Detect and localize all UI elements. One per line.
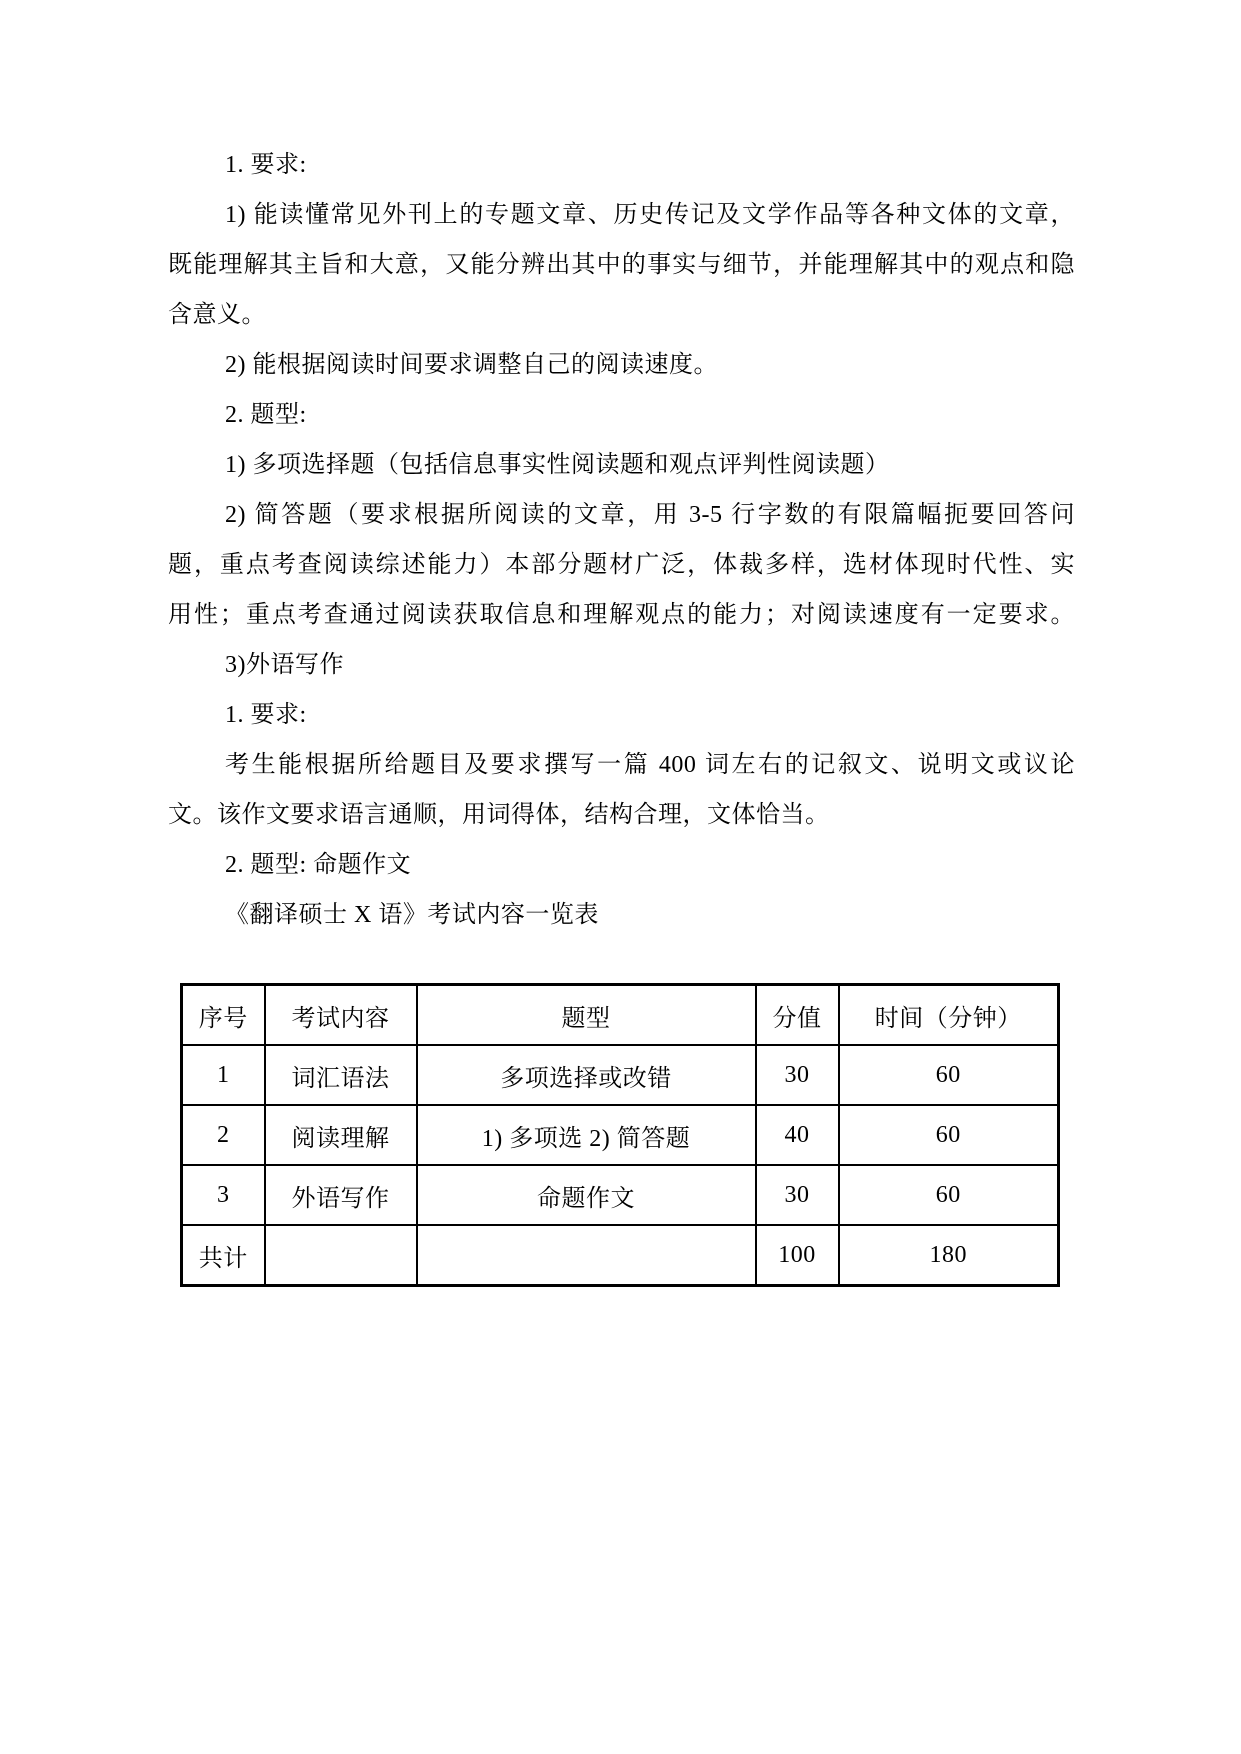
table-total-row: [182, 1225, 1059, 1286]
text-line: 既能理解其主旨和大意，又能分辨出其中的事实与细节，并能理解其中的观点和隐: [168, 252, 1075, 278]
table-header-cell: 序号: [182, 985, 265, 1046]
table-cell: [265, 1225, 417, 1286]
exam-content-table: [180, 983, 1060, 1287]
table-title: 《翻译硕士 X 语》考试内容一览表: [225, 902, 599, 928]
text-line: 2. 题型:: [225, 402, 307, 428]
table-cell: 1) 多项选 2) 简答题: [417, 1105, 756, 1165]
text-line: 考生能根据所给题目及要求撰写一篇 400 词左右的记叙文、说明文或议论: [225, 752, 1075, 778]
table-cell: [417, 1225, 756, 1286]
body-text: [168, 140, 1075, 940]
table-row: [182, 1165, 1059, 1225]
text-line: 1) 多项选择题（包括信息事实性阅读题和观点评判性阅读题）: [225, 452, 890, 478]
table-cell: 60: [839, 1105, 1059, 1165]
table-cell: 40: [756, 1105, 839, 1165]
table-cell: 词汇语法: [265, 1045, 417, 1105]
text-line: 1. 要求:: [225, 702, 307, 728]
text-line: 3)外语写作: [225, 652, 344, 678]
table-cell: 30: [756, 1045, 839, 1105]
table-cell: 2: [182, 1105, 265, 1165]
text-line: 2. 题型: 命题作文: [225, 852, 412, 878]
text-line: 含意义。: [168, 302, 266, 328]
table-cell: 多项选择或改错: [417, 1045, 756, 1105]
table-header-cell: 时间（分钟）: [839, 985, 1059, 1046]
table-header-cell: 题型: [417, 985, 756, 1046]
table-header-cell: 分值: [756, 985, 839, 1046]
table-row: [182, 1045, 1059, 1105]
table-header-cell: 考试内容: [265, 985, 417, 1046]
table-cell: 命题作文: [417, 1165, 756, 1225]
table-cell: 阅读理解: [265, 1105, 417, 1165]
table-header-row: [182, 985, 1059, 1046]
table-row: [182, 1105, 1059, 1165]
text-line: 1) 能读懂常见外刊上的专题文章、历史传记及文学作品等各种文体的文章，: [225, 202, 1075, 228]
table-cell: 60: [839, 1045, 1059, 1105]
table-cell: 60: [839, 1165, 1059, 1225]
table-cell: 外语写作: [265, 1165, 417, 1225]
text-line: 2) 简答题（要求根据所阅读的文章，用 3-5 行字数的有限篇幅扼要回答问: [225, 502, 1075, 528]
text-line: 1. 要求:: [225, 152, 307, 178]
text-line: 用性；重点考查通过阅读获取信息和理解观点的能力；对阅读速度有一定要求。: [168, 602, 1075, 628]
text-line: 2) 能根据阅读时间要求调整自己的阅读速度。: [225, 352, 718, 378]
table-cell: 30: [756, 1165, 839, 1225]
table-cell: 180: [839, 1225, 1059, 1286]
table-cell: 1: [182, 1045, 265, 1105]
table-cell: 100: [756, 1225, 839, 1286]
text-line: 文。该作文要求语言通顺，用词得体，结构合理，文体恰当。: [168, 802, 830, 828]
table-cell: 共计: [182, 1225, 265, 1286]
text-line: 题，重点考查阅读综述能力）本部分题材广泛，体裁多样，选材体现时代性、实: [168, 552, 1075, 578]
table-cell: 3: [182, 1165, 265, 1225]
